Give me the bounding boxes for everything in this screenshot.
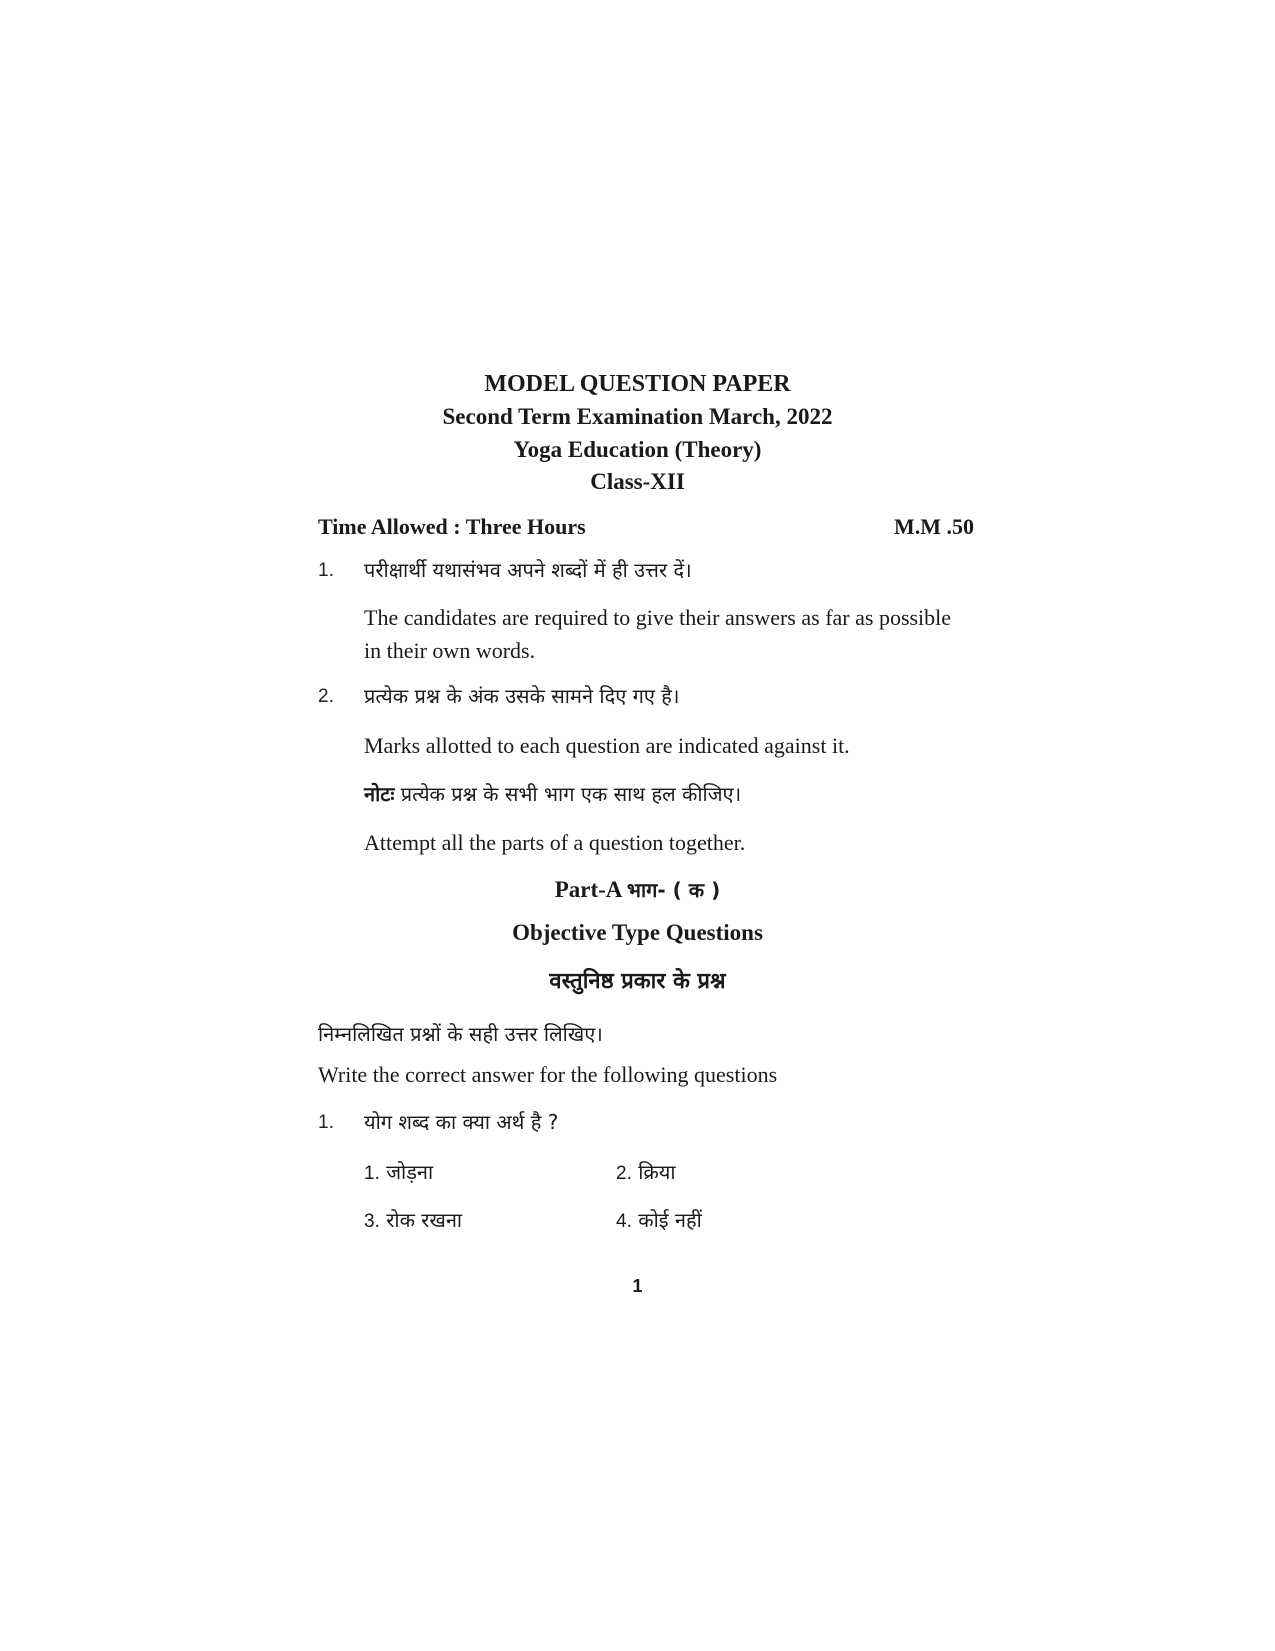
option-text: क्रिया (631, 1160, 676, 1184)
question-number: 1. (318, 1112, 334, 1133)
option-number: 2. (616, 1163, 632, 1184)
note-english: Attempt all the parts of a question together. (364, 830, 746, 855)
paper-title: MODEL QUESTION PAPER (484, 371, 791, 397)
option (364, 1158, 433, 1185)
directions-english: Write the correct answer for the following questions (318, 1062, 778, 1087)
section-type-hi: वस्तुनिष्ठ प्रकार के प्रश्न (549, 969, 726, 994)
time-marks-row (318, 514, 974, 540)
option-text: कोई नहीं (631, 1208, 702, 1232)
option (616, 1158, 676, 1185)
question-text: योग शब्द का क्या अर्थ है ? (364, 1110, 559, 1134)
instruction-english-cont: in their own words. (364, 638, 536, 663)
exam-name: Second Term Examination March, 2022 (442, 404, 833, 429)
instruction-number: 2. (318, 686, 334, 707)
part-heading-hi: भाग- ( क ) (626, 878, 721, 902)
note-label: नोटः (364, 782, 395, 806)
instruction-hindi: परीक्षार्थी यथासंभव अपने शब्दों में ही उत्तर दें। (364, 558, 692, 582)
option (364, 1206, 462, 1233)
option (616, 1206, 702, 1233)
option-text: रोक रखना (379, 1208, 463, 1232)
option-number: 3. (364, 1211, 380, 1232)
max-marks: M.M .50 (893, 514, 974, 539)
class-name: Class-XII (590, 469, 685, 494)
instruction-english: Marks allotted to each question are indicated against it. (364, 733, 850, 758)
page-number: 1 (632, 1276, 643, 1296)
instruction-english: The candidates are required to give their answers as far as possible (364, 605, 952, 630)
part-heading (0, 876, 1275, 903)
option-number: 4. (616, 1211, 632, 1232)
instruction-hindi: प्रत्येक प्रश्न के अंक उसके सामने दिए गए है। (364, 684, 680, 708)
note (364, 780, 741, 807)
directions-hindi: निम्नलिखित प्रश्नों के सही उत्तर लिखिए। (318, 1022, 603, 1046)
option-number: 1. (364, 1163, 380, 1184)
option-text: जोड़ना (379, 1160, 434, 1184)
time-allowed: Time Allowed : Three Hours (318, 514, 586, 539)
subject-name: Yoga Education (Theory) (513, 437, 762, 462)
instruction-number: 1. (318, 560, 334, 581)
section-type-en: Objective Type Questions (512, 920, 763, 945)
part-heading-en: Part-A (554, 877, 627, 902)
note-hindi: प्रत्येक प्रश्न के सभी भाग एक साथ हल कीजिए। (394, 782, 742, 806)
